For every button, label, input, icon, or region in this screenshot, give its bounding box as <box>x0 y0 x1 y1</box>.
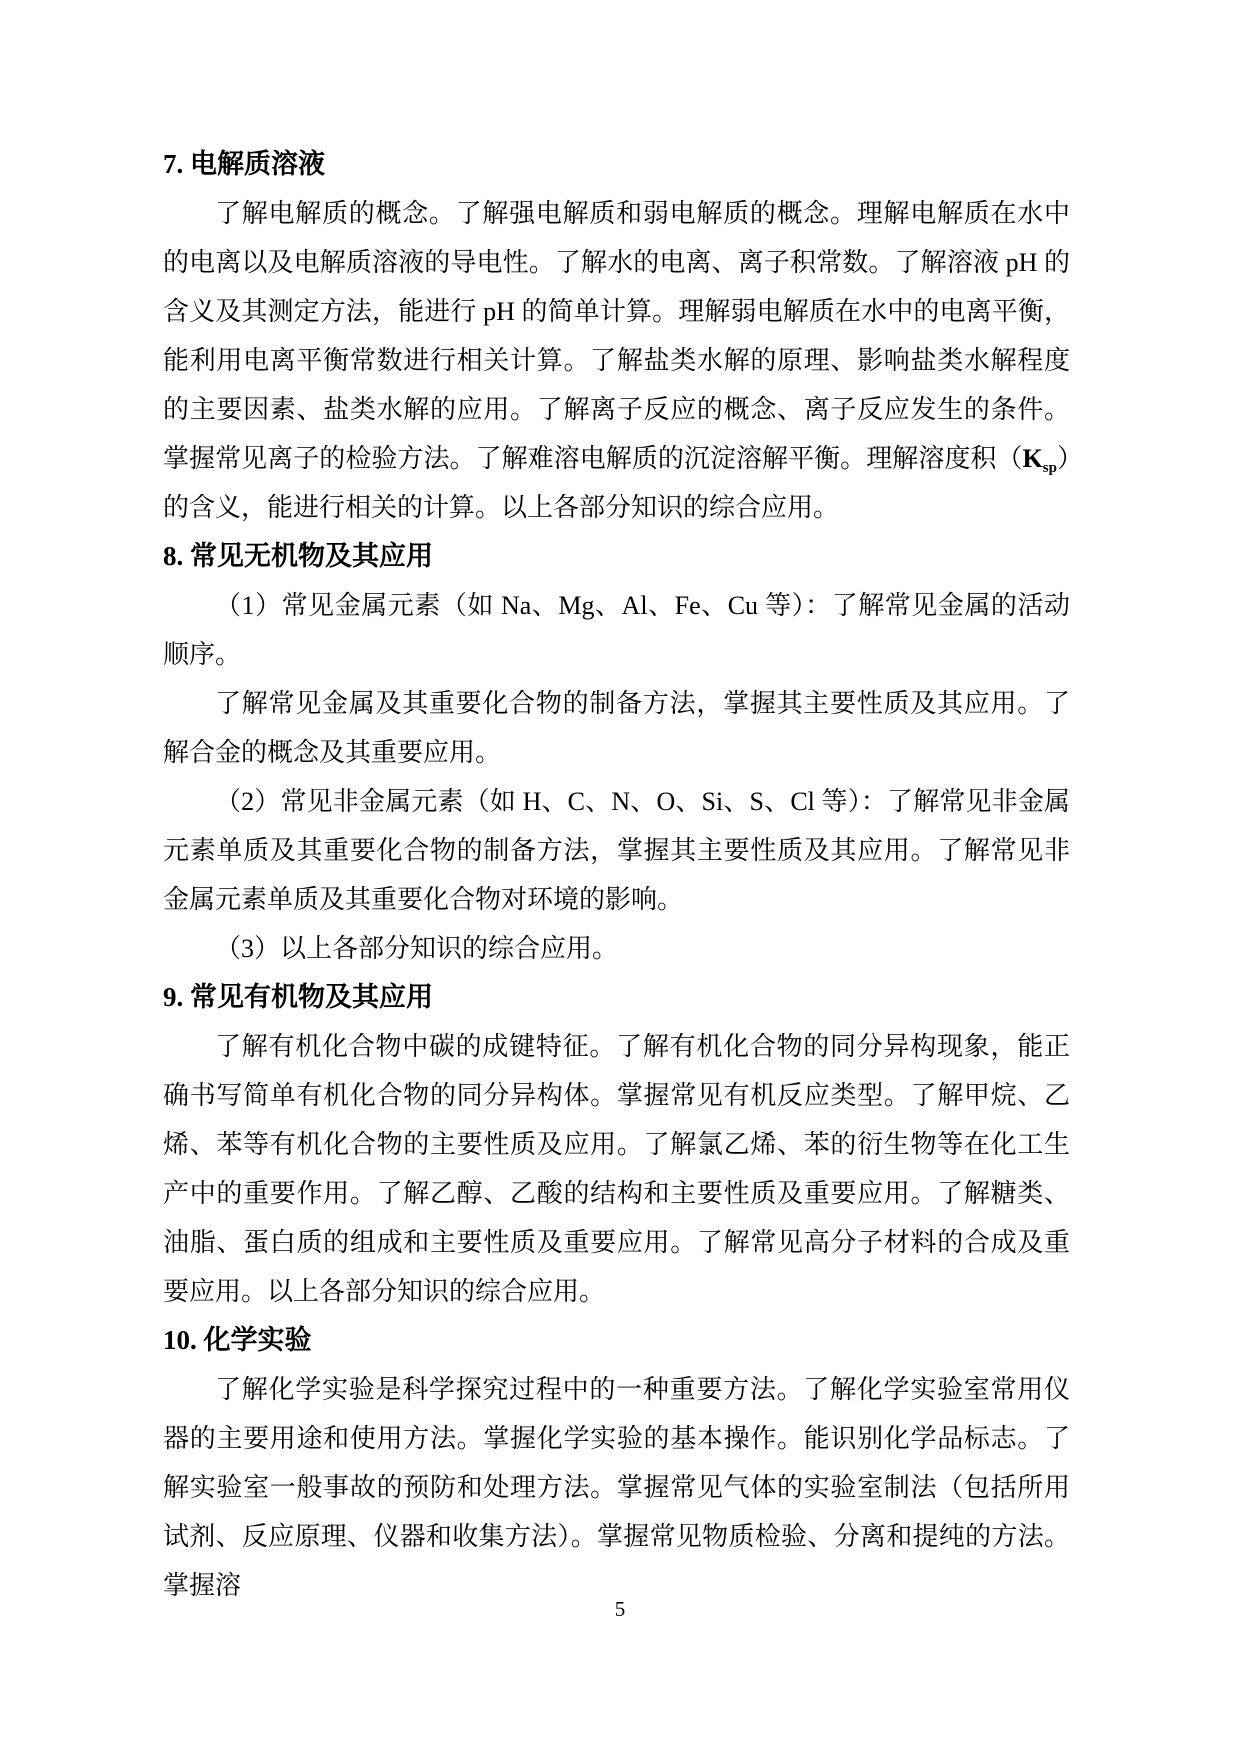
section-electrolyte-solutions <box>163 140 1070 532</box>
page-number: 5 <box>614 1597 626 1621</box>
section-heading-10: 10. 化学实验 <box>163 1325 312 1355</box>
paragraph: 了解有机化合物中碳的成键特征。了解有机化合物的同分异构现象，能正确书写简单有机化合物的同分异构体。掌握常见有机反应类型。了解甲烷、乙烯、苯等有机化合物的主要性质及应用。了解氯乙烯、苯的衍生物等在化工生产中的重要作用。了解乙醇、乙酸的结构和主要性质及重要应用。了解糖类、油脂、蛋白质的组成和主要性质及重要应用。了解常见高分子材料的合成及重要应用。以上各部分知识的综合应用。 <box>163 1032 1070 1306</box>
section-heading-9: 9. 常见有机物及其应用 <box>163 982 433 1012</box>
paragraph-text: ）的含义，能进行相关的计算。以上各部分知识的综合应用。 <box>163 444 1070 522</box>
section-heading-7: 7. 电解质溶液 <box>163 149 325 179</box>
ksp-subscript: sp <box>1042 460 1057 476</box>
paragraph: （2）常见非金属元素（如 H、C、N、O、Si、S、Cl 等）：了解常见非金属元素单质及其重要化合物的制备方法，掌握其主要性质及其应用。了解常见非金属元素单质及其重要化合物对环境的影响。 <box>163 787 1070 914</box>
paragraph <box>163 189 1070 532</box>
ksp-symbol <box>1022 444 1057 476</box>
syllabus-content <box>163 140 1070 1610</box>
section-chemistry-experiments <box>163 1316 1070 1610</box>
paragraph: 了解化学实验是科学探究过程中的一种重要方法。了解化学实验室常用仪器的主要用途和使用方法。掌握化学实验的基本操作。能识别化学品标志。了解实验室一般事故的预防和处理方法。掌握常见气体的实验室制法（包括所用试剂、反应原理、仪器和收集方法）。掌握常见物质检验、分离和提纯的方法。掌握溶 <box>163 1375 1070 1600</box>
section-common-inorganic-substances <box>163 532 1070 973</box>
ksp-base: K <box>1022 444 1043 473</box>
paragraph: （3）以上各部分知识的综合应用。 <box>215 934 619 963</box>
paragraph-text: 了解电解质的概念。了解强电解质和弱电解质的概念。理解电解质在水中的电离以及电解质溶液的导电性。了解水的电离、离子积常数。了解溶液 pH 的含义及其测定方法，能进行 pH 的简单计算。理解弱电解质在水中的电离平衡，能利用电离平衡常数进行相关计算。了解盐类水解的原理、影响盐类水解程度的主要因素、盐类水解的应用。了解离子反应的概念、离子反应发生的条件。掌握常见离子的检验方法。了解难溶电解质的沉淀溶解平衡。理解溶度积（ <box>163 199 1070 473</box>
section-heading-8: 8. 常见无机物及其应用 <box>163 541 433 571</box>
section-common-organic-substances <box>163 973 1070 1316</box>
paragraph: （1）常见金属元素（如 Na、Mg、Al、Fe、Cu 等）：了解常见金属的活动顺序。 <box>163 591 1070 669</box>
paragraph: 了解常见金属及其重要化合物的制备方法，掌握其主要性质及其应用。了解合金的概念及其重要应用。 <box>163 689 1070 767</box>
